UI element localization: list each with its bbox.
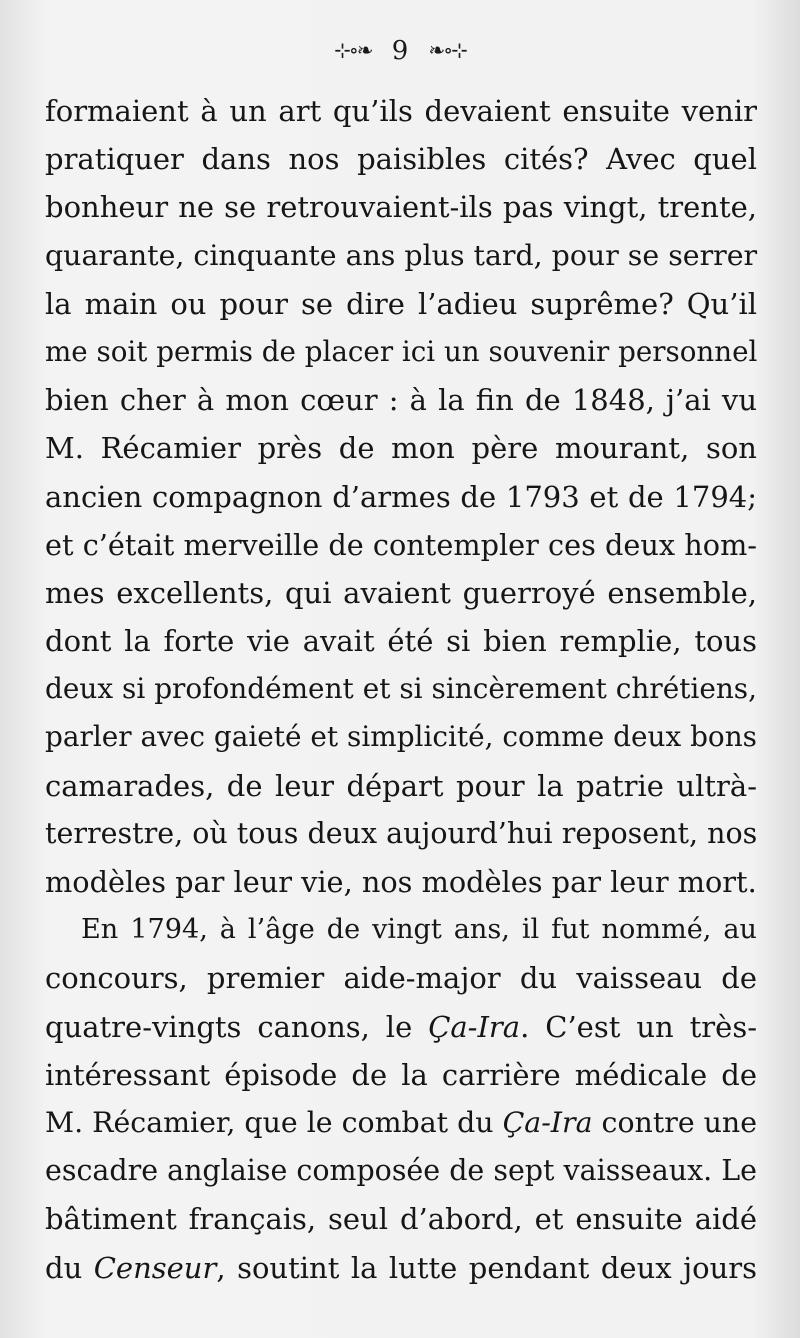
text-segment: la main ou pour se dire l’adieu suprême? Qu’il (45, 286, 757, 321)
text-line (45, 617, 757, 665)
text-segment: deux si profondément et si sincèrement chrétiens, (45, 672, 757, 706)
text-segment: bonheur ne se retrouvaient-ils pas vingt, trente, (45, 190, 757, 225)
italic-ship-name: Censeur (93, 1250, 217, 1285)
text-line (45, 183, 757, 231)
text-line (45, 1244, 757, 1292)
text-line (45, 521, 757, 569)
text-segment: contre une (592, 1105, 758, 1139)
text-line (45, 858, 757, 906)
text-line (45, 1147, 757, 1195)
text-segment: pratiquer dans nos paisibles cités? Avec quel (45, 142, 757, 177)
text-line (45, 713, 757, 761)
text-line (45, 1099, 757, 1147)
text-line (45, 954, 757, 1002)
text-segment: bâtiment français, seul d’abord, et ensuite aidé (45, 1202, 757, 1237)
text-line (45, 424, 757, 472)
text-segment: , soutint la lutte pendant deux jours (216, 1250, 757, 1285)
text-segment: du (45, 1250, 94, 1285)
text-segment: terrestre, où tous deux aujourd’hui reposent, nos (45, 816, 758, 850)
text-segment: ancien compagnon d’armes de 1793 et de 1794; (45, 479, 757, 514)
text-line (45, 328, 757, 376)
text-segment: escadre anglaise composée de sept vaisseaux. Le (45, 1154, 757, 1188)
page-number: 9 (391, 36, 409, 66)
text-segment: En 1794, à l’âge de vingt ans, il fut nommé, au (81, 914, 757, 946)
text-line (45, 1051, 757, 1099)
text-segment: et c’était merveille de contempler ces deux hom- (45, 527, 757, 562)
text-line (45, 232, 757, 280)
text-segment: concours, premier aide-major du vaisseau de (45, 961, 757, 996)
text-line (45, 87, 757, 135)
ornament-right-icon: ❧∘⊹ (428, 38, 466, 62)
text-segment: dont la forte vie avait été si bien remplie, tous (45, 624, 757, 659)
text-line (45, 280, 757, 328)
text-line (45, 810, 757, 858)
text-line (45, 135, 757, 183)
text-segment: M. Récamier, que le combat du (45, 1105, 503, 1139)
italic-ship-name: Ça-Ira (502, 1105, 593, 1139)
text-segment: me soit permis de placer ici un souvenir personnel (45, 334, 758, 368)
text-segment: formaient à un art qu’ils devaient ensuite venir (45, 94, 757, 128)
text-line (45, 1003, 757, 1051)
text-line (45, 473, 757, 521)
text-line (45, 762, 757, 810)
text-line (45, 665, 757, 713)
text-line (45, 376, 757, 424)
text-segment: quatre-vingts canons, le (45, 1009, 429, 1044)
text-segment: M. Récamier près de mon père mourant, son (45, 431, 757, 466)
text-line (45, 569, 757, 617)
text-line (45, 1195, 757, 1243)
text-segment: mes excellents, qui avaient guerroyé ensemble, (45, 575, 757, 610)
ornament-left-icon: ⊹∘❧ (334, 38, 372, 62)
text-segment: modèles par leur vie, nos modèles par leur mort. (45, 865, 757, 899)
page-header (0, 30, 800, 71)
text-segment: bien cher à mon cœur : à la fin de 1848, j’ai vu (45, 383, 757, 418)
text-segment: parler avec gaieté et simplicité, comme deux bons (45, 720, 757, 754)
text-segment: quarante, cinquante ans plus tard, pour se serrer (45, 238, 758, 272)
text-line (45, 906, 757, 954)
body-text (45, 87, 757, 1292)
text-segment: . C’est un très- (520, 1009, 757, 1044)
text-segment: intéressant épisode de la carrière médicale de (45, 1057, 757, 1092)
text-segment: camarades, de leur départ pour la patrie ultrà- (45, 768, 757, 803)
italic-ship-name: Ça-Ira (428, 1009, 521, 1044)
